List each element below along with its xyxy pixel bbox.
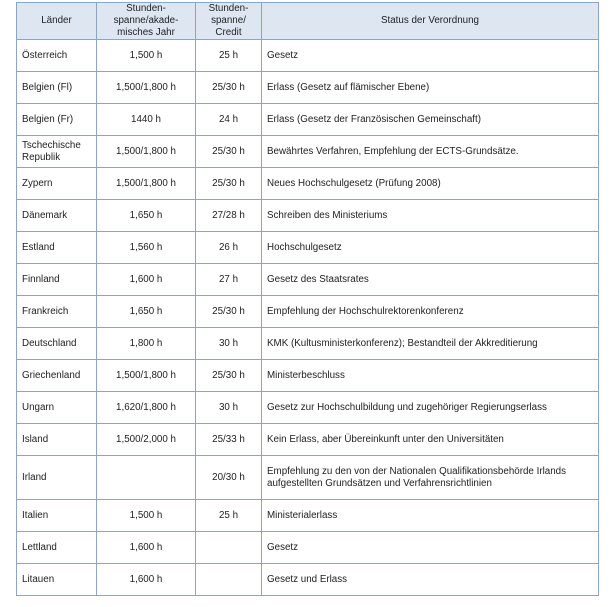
country-cell: Estland <box>17 232 97 264</box>
status-cell: Ministerbeschluss <box>262 360 599 392</box>
status-cell: Empfehlung der Hochschulrektorenkonferenz <box>262 296 599 328</box>
status-cell: Ministerialerlass <box>262 500 599 532</box>
hours-year-cell: 1,600 h <box>97 532 196 564</box>
hours-credit-cell: 30 h <box>196 328 262 360</box>
hours-credit-cell <box>196 564 262 596</box>
header-hours-credit-line1: Stunden- <box>208 3 249 14</box>
table-row <box>17 72 599 104</box>
table-row <box>17 40 599 72</box>
hours-year-cell: 1,500/2,000 h <box>97 424 196 456</box>
hours-year-cell: 1,650 h <box>97 296 196 328</box>
hours-credit-cell: 24 h <box>196 104 262 136</box>
header-hours-per-year <box>97 3 196 40</box>
status-cell: KMK (Kultusministerkonferenz); Bestandteil der Akkreditierung <box>262 328 599 360</box>
table-row <box>17 232 599 264</box>
hours-credit-cell: 25/30 h <box>196 72 262 104</box>
hours-year-cell <box>97 456 196 500</box>
status-cell: Gesetz und Erlass <box>262 564 599 596</box>
table-row <box>17 532 599 564</box>
status-cell: Gesetz <box>262 40 599 72</box>
regulation-table <box>16 2 599 596</box>
header-row <box>17 3 599 40</box>
hours-year-cell: 1,600 h <box>97 564 196 596</box>
table-row <box>17 104 599 136</box>
table-row <box>17 424 599 456</box>
status-cell: Gesetz zur Hochschulbildung und zugehöriger Regierungserlass <box>262 392 599 424</box>
status-cell: Gesetz <box>262 532 599 564</box>
table-row <box>17 168 599 200</box>
country-cell: Tschechische Republik <box>17 136 97 168</box>
status-cell: Bewährtes Verfahren, Empfehlung der ECTS-Grundsätze. <box>262 136 599 168</box>
country-cell: Frankreich <box>17 296 97 328</box>
hours-credit-cell: 20/30 h <box>196 456 262 500</box>
status-cell: Erlass (Gesetz der Französischen Gemeinschaft) <box>262 104 599 136</box>
hours-credit-cell: 27/28 h <box>196 200 262 232</box>
hours-year-cell: 1,500/1,800 h <box>97 136 196 168</box>
country-cell: Finnland <box>17 264 97 296</box>
country-cell: Griechenland <box>17 360 97 392</box>
hours-credit-cell: 25 h <box>196 500 262 532</box>
table-row <box>17 456 599 500</box>
header-hours-credit-line3: Credit <box>215 27 242 38</box>
table-row <box>17 392 599 424</box>
hours-credit-cell: 25/30 h <box>196 296 262 328</box>
country-cell: Irland <box>17 456 97 500</box>
table-row <box>17 200 599 232</box>
status-cell: Kein Erlass, aber Übereinkunft unter den Universitäten <box>262 424 599 456</box>
country-cell: Deutschland <box>17 328 97 360</box>
status-cell: Empfehlung zu den von der Nationalen Qualifikationsbehörde Irlands aufgestellten Grundsätzen und Verfahrensrichtlinien <box>262 456 599 500</box>
status-cell: Schreiben des Ministeriums <box>262 200 599 232</box>
table-row <box>17 136 599 168</box>
country-cell: Dänemark <box>17 200 97 232</box>
table-row <box>17 296 599 328</box>
hours-year-cell: 1,500 h <box>97 500 196 532</box>
header-status-text: Status der Verordnung <box>380 15 480 26</box>
country-cell: Lettland <box>17 532 97 564</box>
status-cell: Erlass (Gesetz auf flämischer Ebene) <box>262 72 599 104</box>
hours-year-cell: 1,500/1,800 h <box>97 72 196 104</box>
status-cell: Hochschulgesetz <box>262 232 599 264</box>
country-cell: Litauen <box>17 564 97 596</box>
country-cell: Island <box>17 424 97 456</box>
hours-year-cell: 1,500/1,800 h <box>97 168 196 200</box>
hours-credit-cell <box>196 532 262 564</box>
header-status <box>262 3 599 40</box>
hours-year-cell: 1,600 h <box>97 264 196 296</box>
country-cell: Belgien (Fl) <box>17 72 97 104</box>
hours-year-cell: 1,620/1,800 h <box>97 392 196 424</box>
hours-year-cell: 1,560 h <box>97 232 196 264</box>
hours-credit-cell: 25/30 h <box>196 168 262 200</box>
table-body <box>17 40 599 596</box>
table-row <box>17 264 599 296</box>
country-cell: Ungarn <box>17 392 97 424</box>
hours-year-cell: 1,500 h <box>97 40 196 72</box>
hours-credit-cell: 25/30 h <box>196 360 262 392</box>
table-row <box>17 564 599 596</box>
country-cell: Belgien (Fr) <box>17 104 97 136</box>
country-cell: Zypern <box>17 168 97 200</box>
hours-year-cell: 1,650 h <box>97 200 196 232</box>
header-countries <box>17 3 97 40</box>
header-hours-credit-line2: spanne/ <box>211 15 246 26</box>
header-hours-year-line2: spanne/akade- <box>113 15 179 26</box>
hours-year-cell: 1,500/1,800 h <box>97 360 196 392</box>
table-row <box>17 328 599 360</box>
hours-credit-cell: 25/33 h <box>196 424 262 456</box>
header-countries-text: Länder <box>41 15 72 26</box>
table-row <box>17 500 599 532</box>
hours-credit-cell: 25 h <box>196 40 262 72</box>
hours-credit-cell: 26 h <box>196 232 262 264</box>
status-cell: Gesetz des Staatsrates <box>262 264 599 296</box>
status-cell: Neues Hochschulgesetz (Prüfung 2008) <box>262 168 599 200</box>
header-hours-per-credit <box>196 3 262 40</box>
hours-year-cell: 1,800 h <box>97 328 196 360</box>
hours-credit-cell: 25/30 h <box>196 136 262 168</box>
table-row <box>17 360 599 392</box>
country-cell: Österreich <box>17 40 97 72</box>
hours-year-cell: 1440 h <box>97 104 196 136</box>
country-cell: Italien <box>17 500 97 532</box>
header-hours-year-line1: Stunden- <box>126 3 166 14</box>
hours-credit-cell: 27 h <box>196 264 262 296</box>
header-hours-year-line3: misches Jahr <box>117 27 175 38</box>
hours-credit-cell: 30 h <box>196 392 262 424</box>
